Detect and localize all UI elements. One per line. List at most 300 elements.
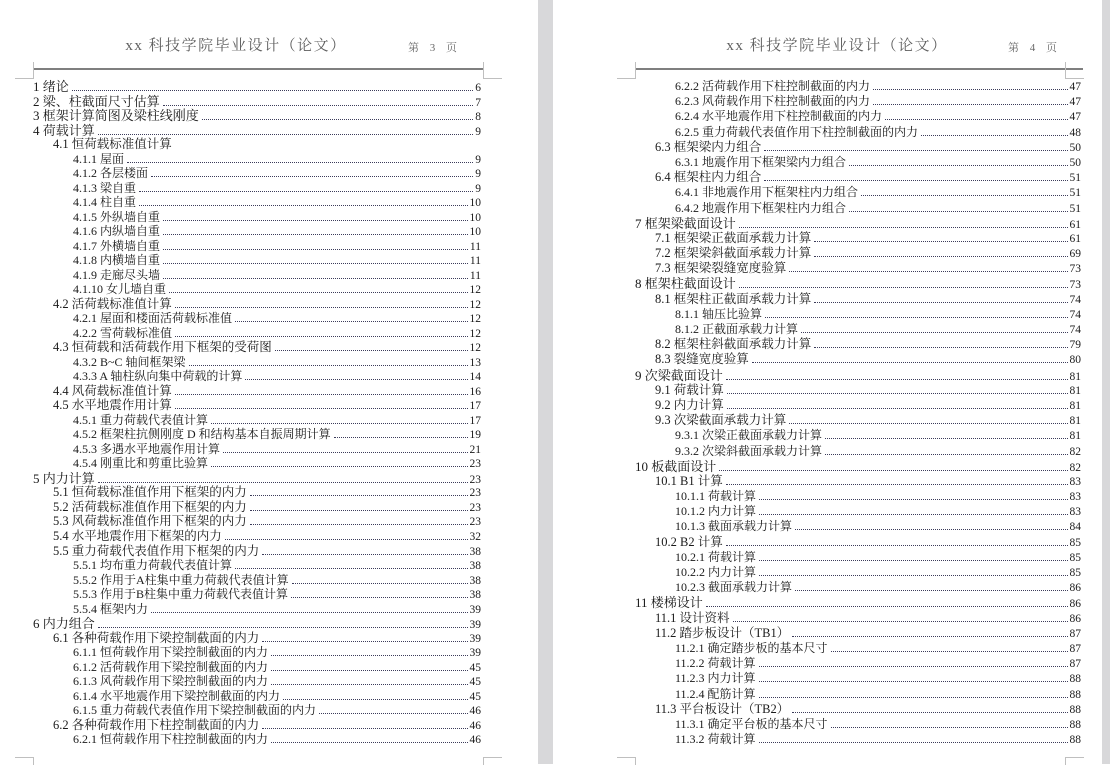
toc-dot-leader (759, 514, 1067, 515)
toc-entry-title: 4.1.9 走廊尽头墙 (73, 267, 161, 282)
toc-entry-page-number: 6 (475, 82, 481, 94)
toc-entry-page-number: 51 (1069, 172, 1081, 185)
toc-entry[interactable] (33, 80, 481, 95)
toc-dot-leader (764, 180, 1067, 181)
toc-entry[interactable] (635, 277, 1081, 292)
toc-entry[interactable] (635, 703, 1081, 718)
toc-dot-leader (861, 195, 1067, 196)
page-header (33, 35, 483, 57)
toc-entry-page-number: 14 (469, 371, 481, 384)
toc-dot-leader (825, 438, 1067, 439)
toc-dot-leader (759, 697, 1068, 698)
toc-entry[interactable] (33, 486, 481, 501)
toc-entry-page-number: 23 (469, 473, 481, 486)
toc-entry-page-number: 8 (475, 111, 481, 124)
toc-entry-title: 9.3.1 次梁正截面承载力计算 (675, 428, 823, 443)
toc-entry[interactable] (33, 341, 481, 356)
toc-entry-title: 4.2.1 屋面和楼面活荷载标准值 (73, 311, 233, 326)
toc-dot-leader (175, 307, 468, 308)
toc-dot-leader (759, 499, 1067, 500)
toc-entry-title: 11.2.1 确定踏步板的基本尺寸 (675, 640, 828, 655)
toc-entry[interactable] (635, 490, 1081, 505)
toc-entry-title: 6.1.3 风荷载作用下梁控制截面的内力 (73, 674, 269, 689)
toc-entry-title: 5.5.4 框架内力 (73, 601, 149, 616)
toc-entry-title: 4.1.6 内纵墙自重 (73, 224, 161, 239)
toc-entry-title: 11.1 设计资料 (655, 610, 730, 625)
toc-dot-leader (849, 165, 1067, 166)
toc-entry-title: 8.3 裂缝宽度验算 (655, 352, 749, 367)
toc-entry-title: 2 梁、柱截面尺寸估算 (33, 93, 160, 109)
toc-entry-page-number: 83 (1069, 475, 1081, 488)
toc-dot-leader (271, 684, 467, 685)
toc-entry-title: 4.1 恒荷载标准值计算 (53, 137, 172, 152)
toc-entry[interactable] (635, 612, 1081, 627)
toc-entry-title: 8.1 框架柱正截面承载力计算 (655, 291, 812, 306)
toc-dot-leader (163, 105, 473, 106)
toc-entry-title: 6.2.5 重力荷载代表值作用下柱控制截面的内力 (675, 124, 919, 139)
toc-entry-title: 8.2 框架柱斜截面承载力计算 (655, 337, 812, 352)
toc-entry-title: 4.5.1 重力荷载代表值计算 (73, 412, 209, 427)
toc-entry-page-number: 81 (1069, 370, 1081, 383)
toc-entry[interactable] (33, 646, 481, 661)
toc-entry[interactable] (33, 399, 481, 414)
toc-entry[interactable] (635, 399, 1081, 414)
toc-entry-title: 4.5 水平地震作用计算 (53, 398, 172, 413)
toc-entry-title: 5.1 恒荷载标准值作用下框架的内力 (53, 485, 247, 500)
toc-entry-title: 8.1.1 轴压比验算 (675, 306, 763, 321)
toc-entry-page-number: 73 (1069, 263, 1081, 276)
toc-dot-leader (271, 655, 467, 656)
toc-dot-leader (271, 670, 467, 671)
toc-dot-leader (814, 256, 1067, 257)
toc-entry-title: 5.5.2 作用于A柱集中重力荷载代表值计算 (73, 572, 289, 587)
toc-entry[interactable] (33, 254, 481, 269)
toc-entry[interactable] (33, 182, 481, 197)
toc-entry[interactable] (33, 109, 481, 124)
toc-entry-title: 6.2.1 恒荷载作用下柱控制截面的内力 (73, 732, 269, 747)
toc-dot-leader (163, 278, 468, 279)
toc-entry-page-number: 61 (1069, 232, 1081, 245)
toc-dot-leader (292, 583, 468, 584)
toc-entry-title: 5 内力计算 (33, 470, 95, 486)
toc-dot-leader (759, 560, 1067, 561)
toc-entry-page-number: 83 (1069, 506, 1081, 519)
toc-entry-page-number: 87 (1069, 627, 1081, 640)
toc-entry-title: 4.3.3 A 轴柱纵向集中荷载的计算 (73, 369, 243, 384)
toc-entry-title: 5.5 重力荷载代表值作用下框架的内力 (53, 543, 260, 558)
toc-entry[interactable] (635, 551, 1081, 566)
document-page-3 (0, 0, 538, 764)
toc-dot-leader (151, 176, 473, 177)
toc-dot-leader (163, 234, 467, 235)
toc-dot-leader (759, 575, 1067, 576)
toc-entry-title: 11.2.3 内力计算 (675, 671, 756, 686)
toc-entry-title: 10.2.1 荷载计算 (675, 549, 757, 564)
toc-entry-title: 5.4 水平地震作用下框架的内力 (53, 528, 222, 543)
toc-entry[interactable] (33, 457, 481, 472)
toc-entry[interactable] (635, 429, 1081, 444)
toc-entry-page-number: 87 (1069, 642, 1081, 655)
toc-dot-leader (873, 89, 1067, 90)
toc-entry-title: 9 次梁截面设计 (635, 367, 723, 383)
toc-entry-page-number: 38 (469, 545, 481, 558)
toc-entry-title: 9.3 次梁截面承载力计算 (655, 413, 787, 428)
window-background-strip (1102, 0, 1110, 764)
toc-entry[interactable] (635, 186, 1081, 201)
toc-entry-title: 6 内力组合 (33, 616, 95, 632)
toc-entry-title: 7.2 框架梁斜截面承载力计算 (655, 246, 812, 261)
toc-entry[interactable] (33, 704, 481, 719)
toc-entry-page-number: 13 (469, 356, 481, 369)
toc-entry[interactable] (635, 733, 1081, 748)
toc-entry-page-number: 45 (469, 661, 481, 674)
toc-entry-page-number: 73 (1069, 279, 1081, 292)
toc-entry[interactable] (33, 124, 481, 139)
toc-entry[interactable] (33, 632, 481, 647)
toc-entry-page-number: 51 (1069, 202, 1081, 215)
toc-dot-leader (831, 727, 1068, 728)
toc-dot-leader (223, 452, 467, 453)
toc-entry[interactable] (635, 232, 1081, 247)
toc-entry[interactable] (635, 308, 1081, 323)
margin-corner-mark (483, 62, 502, 79)
toc-entry-title: 11.2.2 荷载计算 (675, 656, 756, 671)
toc-entry-page-number: 86 (1069, 598, 1081, 611)
toc-entry-title: 10.2.2 内力计算 (675, 565, 757, 579)
toc-entry-page-number: 16 (469, 385, 481, 398)
toc-entry-page-number: 79 (1069, 339, 1081, 352)
toc-dot-leader (814, 347, 1067, 348)
toc-entry[interactable] (33, 574, 481, 589)
toc-entry-page-number: 23 (469, 516, 481, 529)
toc-entry-page-number: 88 (1069, 734, 1081, 747)
toc-dot-leader (733, 621, 1068, 622)
toc-entry-title: 4.1.2 各层楼面 (73, 166, 149, 181)
toc-entry-title: 6.2.2 活荷载作用下柱控制截面的内力 (675, 79, 871, 93)
toc-entry-page-number: 38 (469, 560, 481, 573)
toc-entry-title: 5.5.1 均布重力荷载代表值计算 (73, 558, 233, 573)
toc-dot-leader (163, 220, 467, 221)
toc-entry[interactable] (635, 384, 1081, 399)
toc-dot-leader (235, 568, 467, 569)
toc-entry-page-number: 39 (469, 632, 481, 645)
toc-dot-leader (262, 641, 467, 642)
toc-entry-title: 9.1 荷载计算 (655, 382, 724, 397)
toc-entry-title: 6.1.1 恒荷载作用下梁控制截面的内力 (73, 645, 269, 660)
toc-dot-leader (739, 227, 1068, 228)
toc-entry[interactable] (635, 520, 1081, 535)
toc-entry-page-number: 9 (475, 153, 481, 166)
toc-entry-title: 6.1 各种荷载作用下梁控制截面的内力 (53, 630, 260, 645)
toc-entry[interactable] (33, 603, 481, 618)
toc-entry[interactable] (635, 353, 1081, 368)
toc-dot-leader (189, 365, 468, 366)
margin-corner-mark (1065, 62, 1084, 79)
toc-entry-title: 6.2.4 水平地震作用下柱控制截面的内力 (675, 109, 883, 124)
toc-entry-title: 10 板截面设计 (635, 458, 717, 474)
toc-dot-leader (739, 287, 1068, 288)
toc-entry-title: 8.1.2 正截面承载力计算 (675, 322, 799, 336)
toc-entry[interactable] (635, 536, 1081, 551)
toc-entry-page-number: 19 (469, 429, 481, 442)
toc-entry[interactable] (635, 247, 1081, 262)
toc-entry[interactable] (635, 627, 1081, 642)
toc-entry[interactable] (33, 690, 481, 705)
toc-dot-leader (262, 554, 467, 555)
toc-entry-title: 6.2.3 风荷载作用下柱控制截面的内力 (675, 94, 871, 109)
toc-entry[interactable] (33, 153, 481, 168)
toc-entry[interactable] (635, 156, 1081, 171)
toc-entry-title: 4.3.2 B~C 轴间框架梁 (73, 354, 186, 369)
toc-entry-title: 10.1.3 截面承载力计算 (675, 519, 793, 534)
toc-dot-leader (825, 454, 1067, 455)
toc-entry-page-number: 32 (469, 530, 481, 543)
toc-entry[interactable] (33, 661, 481, 676)
toc-entry-page-number: 39 (469, 603, 481, 616)
toc-dot-leader (765, 317, 1067, 318)
toc-entry-page-number: 23 (469, 458, 481, 471)
toc-entry-page-number: 10 (469, 197, 481, 210)
toc-entry[interactable] (635, 642, 1081, 657)
toc-entry-title: 3 框架计算简图及梁柱线刚度 (33, 108, 199, 124)
toc-entry[interactable] (635, 110, 1081, 125)
toc-entry-title: 11 楼梯设计 (635, 595, 703, 611)
toc-dot-leader (271, 742, 467, 743)
toc-entry-title: 6.3 框架梁内力组合 (655, 139, 762, 154)
toc-dot-leader (175, 394, 468, 395)
toc-dot-leader (726, 379, 1068, 380)
toc-entry[interactable] (635, 581, 1081, 596)
header-page-number: 第 4 页 (1008, 42, 1061, 54)
toc-entry-page-number: 61 (1069, 218, 1081, 231)
toc-dot-leader (211, 423, 467, 424)
toc-entry[interactable] (33, 283, 481, 298)
toc-entry[interactable] (635, 718, 1081, 733)
toc-entry[interactable] (33, 138, 481, 153)
toc-entry-page-number: 50 (1069, 141, 1081, 154)
toc-entry[interactable] (33, 370, 481, 385)
toc-entry-page-number: 11 (469, 240, 481, 253)
toc-entry[interactable] (635, 80, 1081, 95)
toc-dot-leader (792, 636, 1067, 637)
toc-entry-page-number: 82 (1069, 445, 1081, 458)
toc-entry-page-number: 85 (1069, 536, 1081, 549)
toc-entry-title: 6.1.5 重力荷载代表值作用下梁控制截面的内力 (73, 703, 317, 718)
toc-entry-page-number: 69 (1069, 248, 1081, 261)
toc-entry-page-number: 45 (469, 676, 481, 689)
toc-dot-leader (250, 495, 468, 496)
toc-entry-title: 10.2.3 截面承载力计算 (675, 580, 793, 595)
toc-entry[interactable] (33, 675, 481, 690)
toc-dot-leader (726, 545, 1068, 546)
toc-entry[interactable] (635, 475, 1081, 490)
toc-entry[interactable] (635, 202, 1081, 217)
toc-entry-title: 4.3 恒荷载和活荷载作用下框架的受荷图 (53, 340, 272, 355)
toc-entry[interactable] (635, 262, 1081, 277)
toc-entry-title: 6.2 各种荷载作用下柱控制截面的内力 (53, 717, 260, 732)
toc-entry-title: 6.4 框架柱内力组合 (655, 170, 762, 185)
toc-entry[interactable] (33, 225, 481, 240)
toc-dot-leader (127, 162, 473, 163)
toc-entry[interactable] (635, 217, 1081, 232)
toc-dot-leader (789, 423, 1067, 424)
toc-entry-page-number: 12 (469, 284, 481, 297)
toc-dot-leader (169, 292, 467, 293)
toc-entry-title: 11.3 平台板设计（TB2） (655, 701, 790, 716)
toc-entry-title: 6.3.1 地震作用下框架梁内力组合 (675, 154, 847, 169)
toc-entry[interactable] (635, 672, 1081, 687)
toc-entry-page-number: 82 (1069, 461, 1081, 474)
toc-entry-page-number: 83 (1069, 491, 1081, 504)
toc-entry-page-number: 88 (1069, 718, 1081, 731)
toc-dot-leader (250, 510, 468, 511)
toc-dot-leader (98, 134, 473, 135)
toc-dot-leader (250, 524, 468, 525)
toc-list (635, 80, 1081, 748)
toc-dot-leader (163, 249, 468, 250)
toc-entry[interactable] (33, 240, 481, 255)
toc-entry-title: 6.4.2 地震作用下框架柱内力组合 (675, 200, 847, 215)
toc-entry[interactable] (33, 588, 481, 603)
toc-entry-title: 4.1.4 柱自重 (73, 195, 137, 210)
toc-entry-page-number: 80 (1069, 354, 1081, 367)
toc-entry[interactable] (635, 293, 1081, 308)
toc-entry-page-number: 9 (475, 182, 481, 195)
toc-dot-leader (175, 408, 468, 409)
toc-dot-leader (235, 321, 467, 322)
toc-entry-page-number: 81 (1069, 415, 1081, 428)
toc-entry-title: 6.1.2 活荷载作用下梁控制截面的内力 (73, 659, 269, 674)
toc-entry[interactable] (635, 126, 1081, 141)
toc-entry-page-number: 86 (1069, 612, 1081, 625)
toc-entry-page-number: 38 (469, 589, 481, 602)
toc-entry-title: 4.2 活荷载标准值计算 (53, 296, 172, 311)
header-title: xx 科技学院毕业设计（论文） (125, 38, 347, 54)
toc-entry-page-number: 23 (469, 487, 481, 500)
toc-entry-page-number: 9 (475, 168, 481, 181)
toc-dot-leader (706, 606, 1068, 607)
toc-dot-leader (291, 597, 467, 598)
toc-dot-leader (225, 539, 468, 540)
toc-entry-page-number: 81 (1069, 384, 1081, 397)
toc-dot-leader (245, 379, 467, 380)
toc-entry-page-number: 88 (1069, 673, 1081, 686)
toc-entry-page-number: 10 (469, 226, 481, 239)
toc-entry-page-number: 23 (469, 501, 481, 514)
toc-entry-page-number: 11 (469, 269, 481, 282)
toc-entry-page-number: 11 (469, 255, 481, 268)
toc-entry[interactable] (635, 445, 1081, 460)
toc-entry[interactable] (635, 688, 1081, 703)
toc-dot-leader (139, 205, 467, 206)
toc-dot-leader (789, 271, 1067, 272)
toc-dot-leader (727, 408, 1068, 409)
toc-dot-leader (98, 482, 468, 483)
toc-dot-leader (262, 728, 467, 729)
toc-dot-leader (202, 119, 473, 120)
toc-entry-title: 9.3.2 次梁斜截面承载力计算 (675, 443, 823, 458)
toc-dot-leader (849, 211, 1067, 212)
toc-dot-leader (831, 651, 1068, 652)
toc-entry[interactable] (33, 530, 481, 545)
toc-entry-page-number: 81 (1069, 399, 1081, 412)
toc-entry-page-number: 50 (1069, 156, 1081, 169)
toc-dot-leader (814, 302, 1067, 303)
toc-entry[interactable] (635, 141, 1081, 156)
toc-entry-title: 4.1.10 女儿墙自重 (73, 282, 167, 297)
toc-entry[interactable] (33, 95, 481, 110)
margin-corner-mark (617, 62, 636, 79)
toc-dot-leader (211, 466, 467, 467)
toc-entry-title: 10.1.2 内力计算 (675, 504, 757, 519)
toc-entry-title: 9.2 内力计算 (655, 397, 724, 412)
toc-entry[interactable] (635, 566, 1081, 581)
toc-entry[interactable] (33, 428, 481, 443)
toc-dot-leader (719, 470, 1067, 471)
margin-corner-mark (15, 62, 34, 79)
toc-dot-leader (764, 150, 1067, 151)
toc-entry[interactable] (635, 323, 1081, 338)
toc-entry[interactable] (635, 596, 1081, 611)
toc-dot-leader (151, 612, 467, 613)
toc-dot-leader (759, 666, 1068, 667)
toc-entry[interactable] (635, 369, 1081, 384)
toc-dot-leader (885, 119, 1067, 120)
toc-entry-title: 4 荷载计算 (33, 122, 95, 138)
toc-entry-page-number: 88 (1069, 703, 1081, 716)
toc-entry[interactable] (33, 515, 481, 530)
toc-entry-title: 11.3.2 荷载计算 (675, 732, 756, 747)
toc-entry-page-number: 86 (1069, 582, 1081, 595)
toc-entry-title: 4.5.4 刚重比和剪重比验算 (73, 456, 209, 471)
toc-entry[interactable] (33, 196, 481, 211)
toc-entry[interactable] (635, 460, 1081, 475)
toc-dot-leader (726, 484, 1068, 485)
toc-entry-page-number: 85 (1069, 551, 1081, 564)
toc-entry-title: 8 框架柱截面设计 (635, 276, 736, 292)
toc-list (33, 80, 481, 748)
toc-entry-title: 7.3 框架梁裂缝宽度验算 (655, 261, 787, 276)
toc-entry[interactable] (33, 167, 481, 182)
toc-entry-page-number: 47 (1069, 81, 1081, 93)
toc-entry[interactable] (33, 733, 481, 748)
toc-entry-page-number: 46 (469, 705, 481, 718)
toc-entry[interactable] (33, 211, 481, 226)
toc-entry-page-number: 38 (469, 574, 481, 587)
page-gap (538, 0, 553, 764)
toc-entry-title: 4.4 风荷载标准值计算 (53, 383, 172, 398)
toc-entry-title: 4.1.3 梁自重 (73, 180, 137, 195)
toc-entry-title: 6.4.1 非地震作用下框架柱内力组合 (675, 185, 859, 200)
toc-entry[interactable] (33, 545, 481, 560)
toc-dot-leader (98, 627, 468, 628)
toc-dot-leader (175, 336, 467, 337)
toc-entry-title: 4.5.2 框架柱抗侧刚度 D 和结构基本自振周期计算 (73, 427, 331, 442)
toc-entry-page-number: 47 (1069, 96, 1081, 109)
toc-entry-title: 10.2 B2 计算 (655, 534, 723, 549)
toc-entry-page-number: 7 (475, 96, 481, 109)
toc-entry-title: 4.1.5 外纵墙自重 (73, 209, 161, 224)
toc-entry[interactable] (33, 617, 481, 632)
toc-entry-page-number: 46 (469, 719, 481, 732)
header-title: xx 科技学院毕业设计（论文） (726, 38, 948, 54)
toc-entry-title: 11.2 踏步板设计（TB1） (655, 625, 790, 640)
toc-entry-title: 5.3 风荷载标准值作用下框架的内力 (53, 514, 247, 529)
toc-dot-leader (727, 393, 1068, 394)
toc-entry[interactable] (33, 312, 481, 327)
toc-dot-leader (814, 241, 1067, 242)
toc-entry[interactable] (33, 559, 481, 574)
